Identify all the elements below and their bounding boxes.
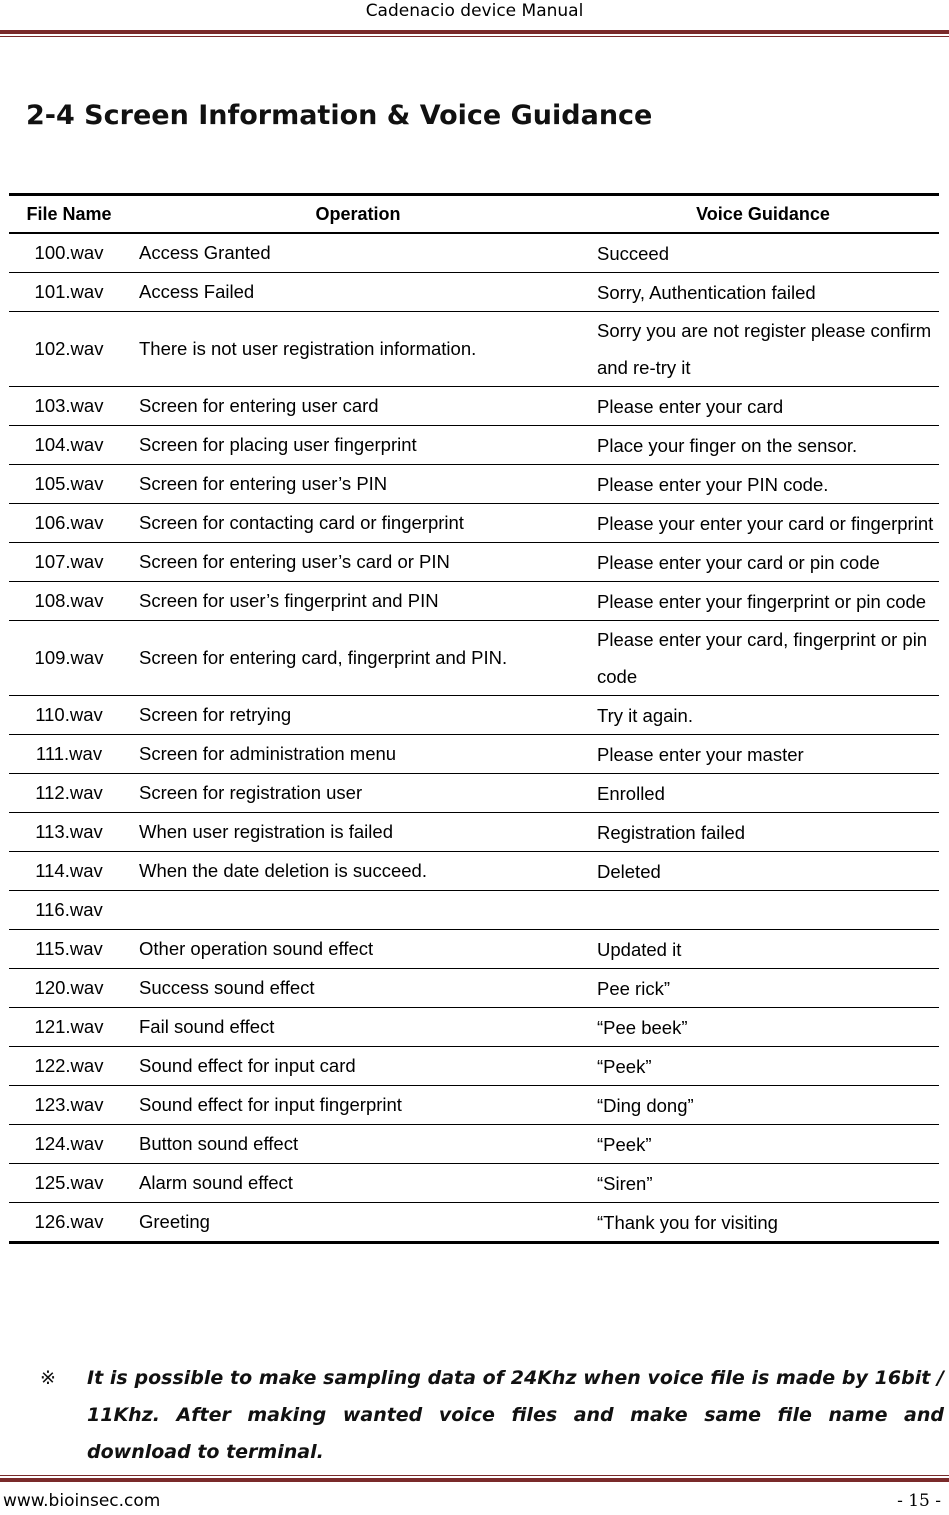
cell-file-name: 111.wav bbox=[35, 743, 103, 764]
cell-file-name: 113.wav bbox=[35, 821, 103, 842]
cell-operation: Screen for retrying bbox=[139, 704, 292, 725]
table-row bbox=[9, 426, 939, 465]
cell-operation: Screen for administration menu bbox=[139, 743, 397, 764]
cell-operation: Button sound effect bbox=[139, 1133, 299, 1154]
cell-operation: Access Granted bbox=[139, 242, 271, 263]
cell-operation bbox=[129, 891, 587, 930]
cell-file-name: 120.wav bbox=[34, 977, 104, 998]
column-header-file-name: File Name bbox=[26, 203, 112, 224]
page-number: - 15 - bbox=[897, 1491, 941, 1511]
table-row bbox=[9, 1008, 939, 1047]
header-rule-thin bbox=[0, 36, 949, 37]
table-row bbox=[9, 1047, 939, 1086]
cell-file-name: 104.wav bbox=[34, 434, 104, 455]
table-row bbox=[9, 930, 939, 969]
table-header-row bbox=[9, 195, 939, 234]
cell-voice-guidance: “Peek” bbox=[597, 1133, 652, 1155]
cell-operation: Other operation sound effect bbox=[139, 938, 374, 959]
cell-voice-guidance: “Ding dong” bbox=[597, 1094, 694, 1116]
reference-mark: ※ bbox=[40, 1367, 56, 1389]
cell-operation: Success sound effect bbox=[139, 977, 315, 998]
voice-guidance-table bbox=[9, 193, 939, 1244]
cell-file-name: 103.wav bbox=[34, 395, 104, 416]
table-row bbox=[9, 233, 939, 273]
note-text: It is possible to make sampling data of 24Khz when voice file is made by 16bit / 11Khz. After making wanted voice files and make same file name and download to terminal. bbox=[87, 1367, 944, 1463]
footer-rule-thin bbox=[0, 1475, 949, 1476]
cell-voice-guidance: Sorry, Authentication failed bbox=[597, 281, 816, 303]
table-body bbox=[9, 233, 939, 1243]
cell-file-name: 116.wav bbox=[35, 899, 103, 920]
cell-voice-guidance: Enrolled bbox=[597, 782, 665, 804]
cell-operation: Access Failed bbox=[139, 281, 255, 302]
cell-file-name: 115.wav bbox=[35, 938, 103, 959]
table-row bbox=[9, 969, 939, 1008]
table-row bbox=[9, 813, 939, 852]
cell-file-name: 123.wav bbox=[34, 1094, 104, 1115]
table-row bbox=[9, 852, 939, 891]
cell-operation: When the date deletion is succeed. bbox=[139, 860, 427, 881]
cell-voice-guidance: Updated it bbox=[597, 938, 682, 960]
cell-operation: There is not user registration information. bbox=[139, 338, 477, 359]
header-rule-thick bbox=[0, 30, 949, 34]
cell-voice-guidance: Please enter your card bbox=[597, 395, 784, 417]
cell-operation: Screen for contacting card or fingerprint bbox=[139, 512, 464, 533]
cell-voice-guidance: Please enter your PIN code. bbox=[597, 473, 829, 495]
cell-voice-guidance: Please enter your card or pin code bbox=[597, 551, 880, 573]
cell-file-name: 102.wav bbox=[34, 338, 104, 359]
table-row bbox=[9, 1203, 939, 1243]
cell-voice-guidance: Please your enter your card or fingerprint bbox=[597, 512, 934, 534]
cell-operation: Fail sound effect bbox=[139, 1016, 275, 1037]
cell-operation: Sound effect for input fingerprint bbox=[139, 1094, 402, 1115]
cell-operation: Screen for user’s fingerprint and PIN bbox=[139, 590, 439, 611]
cell-voice-guidance: Please enter your card, fingerprint or pin code bbox=[597, 629, 928, 687]
cell-voice-guidance: Pee rick” bbox=[597, 977, 670, 999]
table-row bbox=[9, 696, 939, 735]
cell-voice-guidance: “Pee beek” bbox=[597, 1016, 688, 1038]
cell-operation: Screen for entering card, fingerprint and PIN. bbox=[139, 647, 508, 668]
cell-voice-guidance: “Peek” bbox=[597, 1055, 652, 1077]
column-header-voice-guidance: Voice Guidance bbox=[696, 203, 830, 224]
cell-file-name: 106.wav bbox=[34, 512, 104, 533]
table-row bbox=[9, 387, 939, 426]
section-title: 2-4 Screen Information & Voice Guidance bbox=[26, 100, 653, 131]
footer-url: www.bioinsec.com bbox=[3, 1491, 161, 1511]
column-header-operation: Operation bbox=[315, 203, 401, 224]
cell-voice-guidance: Succeed bbox=[597, 242, 669, 264]
cell-voice-guidance bbox=[587, 891, 939, 930]
cell-operation: When user registration is failed bbox=[139, 821, 393, 842]
cell-operation: Alarm sound effect bbox=[139, 1172, 293, 1193]
cell-operation: Screen for placing user fingerprint bbox=[139, 434, 417, 455]
cell-file-name: 100.wav bbox=[34, 242, 104, 263]
table-row bbox=[9, 1164, 939, 1203]
table-row bbox=[9, 1086, 939, 1125]
cell-file-name: 126.wav bbox=[34, 1211, 104, 1232]
table-row bbox=[9, 582, 939, 621]
table-row bbox=[9, 273, 939, 312]
cell-file-name: 105.wav bbox=[34, 473, 104, 494]
cell-file-name: 114.wav bbox=[35, 860, 103, 881]
cell-file-name: 122.wav bbox=[34, 1055, 104, 1076]
cell-file-name: 101.wav bbox=[34, 281, 104, 302]
cell-voice-guidance: Place your finger on the sensor. bbox=[597, 434, 858, 456]
table-row bbox=[9, 1125, 939, 1164]
cell-voice-guidance: Try it again. bbox=[597, 704, 693, 726]
cell-voice-guidance: Sorry you are not register please confirm and re-try it bbox=[597, 320, 932, 378]
table-row bbox=[9, 465, 939, 504]
cell-file-name: 121.wav bbox=[34, 1016, 104, 1037]
cell-file-name: 108.wav bbox=[34, 590, 104, 611]
cell-voice-guidance: “Siren” bbox=[597, 1172, 653, 1194]
cell-file-name: 124.wav bbox=[34, 1133, 104, 1154]
table-row bbox=[9, 543, 939, 582]
footer-rule-thick bbox=[0, 1478, 949, 1482]
table-row bbox=[9, 774, 939, 813]
cell-operation: Screen for registration user bbox=[139, 782, 363, 803]
cell-voice-guidance: Registration failed bbox=[597, 821, 746, 843]
cell-file-name: 125.wav bbox=[34, 1172, 104, 1193]
cell-voice-guidance: “Thank you for visiting bbox=[597, 1211, 778, 1233]
table-row bbox=[9, 891, 939, 930]
table-row bbox=[9, 312, 939, 387]
cell-file-name: 109.wav bbox=[34, 647, 104, 668]
cell-operation: Screen for entering user’s PIN bbox=[139, 473, 388, 494]
sampling-note bbox=[40, 1360, 944, 1471]
cell-voice-guidance: Please enter your fingerprint or pin code bbox=[597, 590, 927, 612]
cell-file-name: 110.wav bbox=[35, 704, 103, 725]
table-row bbox=[9, 735, 939, 774]
table-row bbox=[9, 504, 939, 543]
cell-voice-guidance: Deleted bbox=[597, 860, 661, 882]
cell-file-name: 112.wav bbox=[35, 782, 103, 803]
cell-file-name: 107.wav bbox=[34, 551, 104, 572]
table-row bbox=[9, 621, 939, 696]
cell-operation: Sound effect for input card bbox=[139, 1055, 356, 1076]
cell-operation: Screen for entering user’s card or PIN bbox=[139, 551, 450, 572]
cell-operation: Greeting bbox=[139, 1211, 210, 1232]
cell-voice-guidance: Please enter your master bbox=[597, 743, 804, 765]
cell-operation: Screen for entering user card bbox=[139, 395, 379, 416]
document-header-title: Cadenacio device Manual bbox=[365, 1, 584, 21]
